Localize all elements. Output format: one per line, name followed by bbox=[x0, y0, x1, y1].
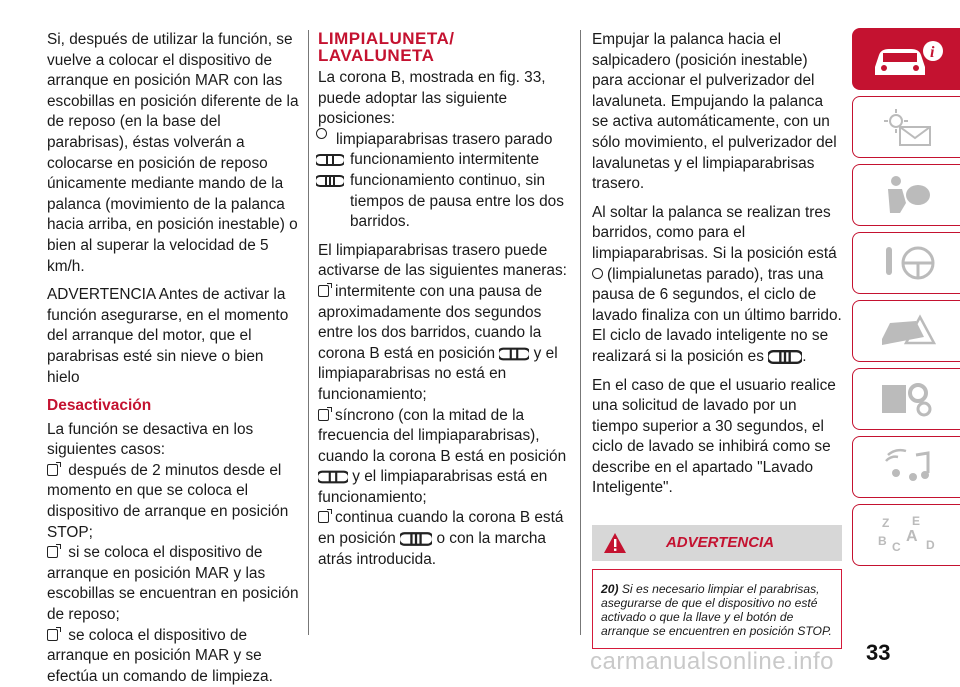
position-item: funcionamiento continuo, sin tiempos de pausa entre los dos barridos. bbox=[318, 171, 568, 233]
bullet-icon bbox=[318, 409, 329, 421]
warning-title: ADVERTENCIA bbox=[665, 533, 775, 551]
rear-wiper-continuous-icon bbox=[316, 175, 344, 187]
svg-text:A: A bbox=[905, 528, 918, 545]
paragraph: La función se desactiva en los siguientes casos: bbox=[47, 420, 254, 459]
bullet-icon bbox=[318, 285, 329, 297]
column-1 bbox=[47, 30, 299, 687]
paragraph: El limpiaparabrisas trasero puede activarse de las siguientes maneras: bbox=[318, 241, 567, 280]
bullet-icon bbox=[47, 546, 58, 558]
warning-text: 20) Si es necesario limpiar el parabrisas, asegurarse de que el dispositivo no esté activado o que la llave y el botón de arranque se encuentren en posición STOP. bbox=[592, 569, 842, 649]
svg-text:B: B bbox=[877, 534, 887, 548]
chapter-sidebar bbox=[852, 28, 960, 572]
paragraph: Empujar la palanca hacia el salpicadero (posición inestable) para accionar el pulverizador del lavaluneta. Empujando la palanca se activa automáticamente, con un sólo movimiento, el pulverizador del lavalunetas y el limpiaparabrisas trasero. bbox=[592, 31, 837, 193]
gears-icon bbox=[872, 377, 942, 421]
tab-starting-driving[interactable] bbox=[852, 232, 960, 294]
list-item: si se coloca el dispositivo de arranque en posición MAR y las escobillas se encuentran en posición de reposo; bbox=[47, 544, 299, 624]
rear-wiper-continuous-icon bbox=[768, 350, 802, 364]
list-item: se coloca el dispositivo de arranque en posición MAR y se efectúa un comando de limpieza. bbox=[47, 626, 273, 685]
airbag-icon bbox=[872, 173, 942, 217]
list-item: intermitente con una pausa de aproximadamente dos segundos entre los dos barridos, cuando la corona B está en posición y el limpiaparabrisas no está en funcionamiento; bbox=[318, 282, 558, 403]
rear-wiper-intermittent-icon bbox=[318, 470, 348, 484]
svg-text:D: D bbox=[925, 538, 935, 552]
column-2 bbox=[318, 30, 568, 570]
warning-lights-icon bbox=[872, 105, 942, 149]
column-divider bbox=[308, 30, 309, 635]
svg-text:C: C bbox=[891, 540, 901, 554]
paragraph: En el caso de que el usuario realice una solicitud de lavado por un tiempo superior a 30 segundos, el ciclo de lavado se inhibirá como se describe en el apartado "Lavado Inteligente". bbox=[592, 376, 836, 497]
tab-index[interactable] bbox=[852, 504, 960, 566]
steering-wheel-icon bbox=[872, 241, 942, 285]
paragraph: La corona B, mostrada en fig. 33, puede adoptar las siguiente posiciones: bbox=[318, 69, 546, 128]
svg-text:E: E bbox=[911, 514, 920, 528]
bullet-icon bbox=[47, 464, 58, 476]
column-3 bbox=[592, 30, 842, 649]
watermark: carmanualsonline.info bbox=[590, 648, 834, 675]
warning-header bbox=[592, 525, 842, 561]
emergency-car-icon bbox=[872, 309, 942, 353]
bullet-icon bbox=[318, 511, 329, 523]
rear-wiper-intermittent-icon bbox=[316, 154, 344, 166]
rear-wiper-intermittent-icon bbox=[499, 347, 529, 361]
tab-vehicle-info[interactable] bbox=[852, 28, 960, 90]
tab-safety[interactable] bbox=[852, 164, 960, 226]
alphabet-index-icon bbox=[872, 513, 942, 557]
svg-text:Z: Z bbox=[881, 516, 889, 530]
list-item: continua cuando la corona B está en posición o con la marcha atrás introducida. bbox=[318, 509, 564, 568]
column-divider bbox=[580, 30, 581, 635]
section-heading: LIMPIALUNETA/ LAVALUNETA bbox=[318, 29, 455, 65]
rear-wiper-continuous-icon bbox=[400, 532, 432, 546]
paragraph: Si, después de utilizar la función, se vuelve a colocar el dispositivo de arranque en posición MAR con las escobillas en posición diferente de la de reposo (en la base del parabrisas), éstas volverán a colocarse en posición de reposo únicamente mediante mando de la palanca (movimiento de la palanca hacia arriba, en posición inestable) o bien al superar la velocidad de 5 km/h. bbox=[47, 31, 299, 275]
rear-wiper-off-icon bbox=[592, 268, 603, 279]
warning-triangle-icon bbox=[602, 531, 628, 555]
position-item: funcionamiento intermitente bbox=[318, 150, 568, 171]
tab-emergency[interactable] bbox=[852, 300, 960, 362]
car-info-icon bbox=[867, 37, 947, 81]
tab-warning-lights[interactable] bbox=[852, 96, 960, 158]
position-item: limpiaparabrisas trasero parado bbox=[318, 130, 568, 151]
list-item: después de 2 minutos desde el momento en que se coloca el dispositivo de arranque en posición STOP; bbox=[47, 461, 289, 541]
multimedia-icon bbox=[872, 445, 942, 489]
tab-multimedia[interactable] bbox=[852, 436, 960, 498]
bullet-icon bbox=[47, 629, 58, 641]
warning-box bbox=[592, 525, 842, 649]
page-number: 33 bbox=[866, 640, 891, 665]
svg-text:i: i bbox=[929, 44, 934, 61]
paragraph: Al soltar la palanca se realizan tres barridos, como para el limpiaparabrisas. Si la posición está (limpialunetas parado), tras una pausa de 6 segundos, el ciclo de lavado finaliza con un último barrido. El ciclo de lavado inteligente no se realizará si la posición es . bbox=[592, 203, 842, 365]
rear-wiper-off-icon bbox=[316, 128, 327, 139]
list-item: síncrono (con la mitad de la frecuencia del limpiaparabrisas), cuando la corona B está en posición y el limpiaparabrisas está en funcionamiento; bbox=[318, 406, 567, 506]
paragraph: ADVERTENCIA Antes de activar la función asegurarse, en el momento del arranque del motor, que el parabrisas esté sin nieve o bien hielo bbox=[47, 286, 289, 386]
tab-maintenance[interactable] bbox=[852, 368, 960, 430]
section-heading: Desactivación bbox=[47, 397, 152, 415]
